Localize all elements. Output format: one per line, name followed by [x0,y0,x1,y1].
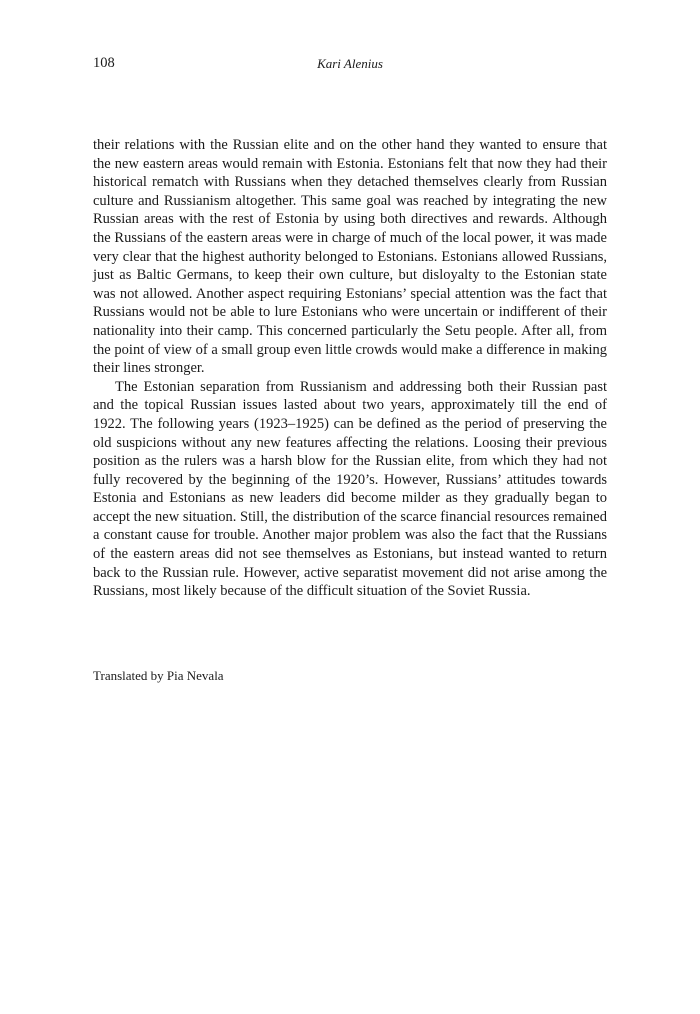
translator-credit: Translated by Pia Nevala [93,668,224,683]
paragraph-2: The Estonian separation from Russianism and addressing both their Russian past and the topical Russian issues lasted about two years, approximately till the end of 1922. The following years (1923–1925) can be defined as the period of preserving the old suspicions without any new features affecting the relations. Loosing their previous position as the rulers was a harsh blow for the Russian elite, from which they had not fully recovered by the beginning of the 1920’s. However, Russians’ attitudes towards Estonia and Estonians as new leaders did become milder as they gradually began to accept the new situation. Still, the distribution of the scarce financial resources remained a constant cause for trouble. Another major problem was also the fact that the Russians of the eastern areas did not see themselves as Estonians, but instead wanted to return back to the Russian rule. However, active separatist movement did not arise among the Russians, most likely because of the difficult situation of the Soviet Russia. [93,378,607,600]
paragraph-1: their relations with the Russian elite and on the other hand they wanted to ensure that the new eastern areas would remain with Estonia. Estonians felt that now they had their historical rematch with Russians when they detached themselves clearly from Russian culture and Russianism altogether. This same goal was reached by integrating the new Russian areas with the rest of Estonia by using both directives and rewards. Although the Russians of the eastern areas were in charge of much of the local power, it was made very clear that the highest authority belonged to Estonians. Estonians allowed Russians, just as Baltic Germans, to keep their own culture, but disloyalty to the Estonian state was not allowed. Another aspect requiring Estonians’ special attention was the fact that Russians would not be able to lure Estonians who were uncertain or indifferent of their nationality into their camp. This concerned particularly the Setu people. After all, from the point of view of a small group even little crowds would make a difference in making their lines stronger. [93,137,607,377]
page-header [93,55,607,75]
running-head-author: Kari Alenius [317,56,383,71]
page-number: 108 [93,55,115,71]
body-text [93,136,607,601]
